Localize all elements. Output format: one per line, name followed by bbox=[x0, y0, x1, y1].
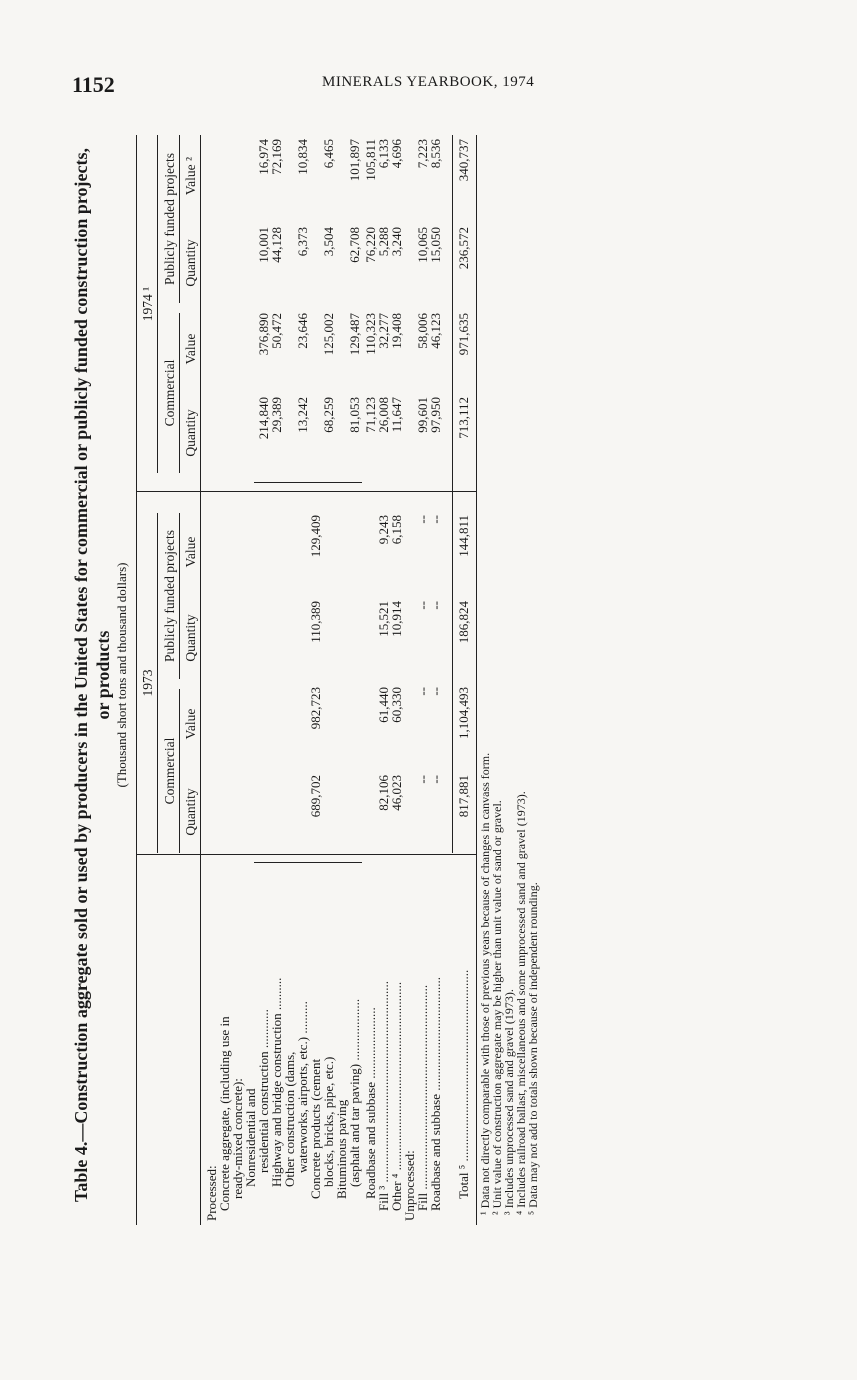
row-label-other-construction: Other construction (dams, bbox=[282, 1051, 297, 1187]
cell-1974-products-pub-qty: 3,504 bbox=[321, 227, 336, 257]
cell-1974-highway-pub-val: 72,169 bbox=[269, 139, 284, 175]
cell-1974-nonres-pub-qty: 10,001 bbox=[256, 227, 271, 263]
cell-1973-fill-com-qty: 82,106 bbox=[376, 775, 391, 811]
cell-1973-grouped-pub-qty: 110,389 bbox=[308, 601, 323, 643]
group-underline-1974-public bbox=[179, 135, 180, 303]
year-divider bbox=[137, 491, 476, 492]
cell-1973-uroad-com-val: -- bbox=[428, 687, 443, 696]
cell-1974-total-com-qty: 713,112 bbox=[456, 397, 471, 439]
cell-1974-roadbase-com-qty: 71,123 bbox=[363, 397, 378, 433]
col-group-1973-public: Publicly funded projects bbox=[162, 530, 177, 662]
cell-1973-grouped-com-val: 982,723 bbox=[308, 687, 323, 730]
cell-1974-total-pub-val: 340,737 bbox=[456, 139, 471, 182]
cell-1974-ufill-com-val: 58,006 bbox=[415, 313, 430, 349]
cell-1974-other-com-qty: 11,647 bbox=[389, 397, 404, 433]
cell-1974-fill-com-val: 32,277 bbox=[376, 313, 391, 349]
row-label-unprocessed-fill: Fill ............................................................... bbox=[415, 984, 430, 1211]
col-1974-com-value: Value bbox=[183, 333, 198, 365]
row-label-unprocessed: Unprocessed: bbox=[402, 1150, 417, 1221]
cell-1973-uroad-pub-val: -- bbox=[428, 515, 443, 524]
year-1974-header: 1974 ¹ bbox=[140, 286, 155, 322]
year-1973-header: 1973 bbox=[140, 669, 155, 697]
row-label-other: Other ⁴ .......................................................... bbox=[389, 981, 404, 1211]
row-label-total: Total ⁵ ........................................................... bbox=[456, 969, 471, 1199]
table-title-line2: or products bbox=[93, 630, 113, 720]
col-group-1974-commercial: Commercial bbox=[162, 359, 177, 427]
group-underline-1974-commercial bbox=[179, 313, 180, 473]
cell-1973-ufill-com-qty: -- bbox=[415, 775, 430, 784]
row-label-bituminous: Bituminous paving bbox=[334, 1099, 349, 1199]
cell-1974-nonres-com-val: 376,890 bbox=[256, 313, 271, 356]
col-1974-pub-value: Value ² bbox=[183, 156, 198, 196]
row-label-nonresidential: Nonresidential and bbox=[243, 1088, 258, 1187]
cell-1974-uroad-pub-val: 8,536 bbox=[428, 139, 443, 169]
cell-1973-grouped-com-qty: 689,702 bbox=[308, 775, 323, 818]
left-brace bbox=[254, 858, 362, 863]
cell-1973-other-pub-qty: 10,914 bbox=[389, 601, 404, 637]
cell-1973-uroad-com-qty: -- bbox=[428, 775, 443, 784]
col-group-1973-commercial: Commercial bbox=[162, 737, 177, 805]
year-1974-underline bbox=[157, 135, 158, 473]
cell-1973-total-com-qty: 817,881 bbox=[456, 775, 471, 818]
footnote-1: ¹ Data not directly comparable with those of previous years because of changes in canvass form. bbox=[478, 752, 492, 1215]
total-rule bbox=[452, 135, 453, 853]
cell-1974-uroad-com-qty: 97,950 bbox=[428, 397, 443, 433]
group-underline-1973-commercial bbox=[179, 689, 180, 853]
cell-1973-ufill-pub-qty: -- bbox=[415, 601, 430, 610]
cell-1973-total-pub-qty: 186,824 bbox=[456, 601, 471, 644]
cell-1974-bitum-com-val: 129,487 bbox=[347, 313, 362, 356]
cell-1974-other-com-val: 19,408 bbox=[389, 313, 404, 349]
col-1974-pub-quantity: Quantity bbox=[183, 239, 198, 287]
footnote-4: ⁴ Includes railroad ballast, miscellaneous and some unprocessed sand and gravel (1973). bbox=[514, 791, 528, 1215]
row-label-asphalt: (asphalt and tar paving) ................... bbox=[347, 998, 362, 1187]
cell-1973-ufill-com-val: -- bbox=[415, 687, 430, 696]
cell-1973-fill-com-val: 61,440 bbox=[376, 687, 391, 723]
cell-1974-roadbase-pub-qty: 76,220 bbox=[363, 227, 378, 263]
cell-1974-otherc-com-val: 23,646 bbox=[295, 313, 310, 349]
table-bottom-rule bbox=[476, 135, 477, 1225]
label-column-divider bbox=[137, 854, 476, 855]
right-brace bbox=[254, 478, 362, 483]
year-1973-underline bbox=[157, 513, 158, 853]
cell-1974-other-pub-qty: 3,240 bbox=[389, 227, 404, 257]
col-1973-com-value: Value bbox=[183, 708, 198, 740]
col-1974-com-quantity: Quantity bbox=[183, 409, 198, 457]
cell-1974-bitum-pub-qty: 62,708 bbox=[347, 227, 362, 263]
cell-1973-fill-pub-qty: 15,521 bbox=[376, 601, 391, 637]
cell-1974-fill-pub-qty: 5,288 bbox=[376, 227, 391, 257]
table-units: (Thousand short tons and thousand dollars) bbox=[114, 562, 129, 788]
row-label-fill: Fill ³ .............................................................. bbox=[376, 981, 391, 1211]
cell-1974-uroad-com-val: 46,123 bbox=[428, 313, 443, 349]
table-title bbox=[70, 125, 114, 1225]
group-underline-1973-public bbox=[179, 513, 180, 679]
page-number: 1152 bbox=[72, 72, 115, 97]
table-title-line1: Table 4.—Construction aggregate sold or used by producers in the United States for commercial or publicly funded construction projects, bbox=[71, 148, 91, 1203]
cell-1974-nonres-pub-val: 16,974 bbox=[256, 139, 271, 175]
running-head: MINERALS YEARBOOK, 1974 bbox=[322, 74, 535, 90]
cell-1973-other-pub-val: 6,158 bbox=[389, 515, 404, 545]
cell-1974-ufill-com-qty: 99,601 bbox=[415, 397, 430, 433]
cell-1974-products-pub-val: 6,465 bbox=[321, 139, 336, 169]
footnote-3: ³ Includes unprocessed sand and gravel (1973). bbox=[502, 989, 516, 1215]
cell-1974-otherc-pub-qty: 6,373 bbox=[295, 227, 310, 257]
cell-1973-other-com-qty: 46,023 bbox=[389, 775, 404, 811]
rotated-table-block bbox=[70, 125, 540, 1225]
row-label-highway: Highway and bridge construction .......... bbox=[269, 977, 284, 1187]
cell-1973-other-com-val: 60,330 bbox=[389, 687, 404, 723]
cell-1974-fill-pub-val: 6,133 bbox=[376, 139, 391, 169]
cell-1973-uroad-pub-qty: -- bbox=[428, 601, 443, 610]
cell-1974-total-com-val: 971,635 bbox=[456, 313, 471, 356]
row-label-unprocessed-roadbase: Roadbase and subbase ................................... bbox=[428, 977, 443, 1211]
footnote-2: ² Unit value of construction aggregate may be higher than unit value of sand or gravel. bbox=[490, 800, 504, 1215]
cell-1974-total-pub-qty: 236,572 bbox=[456, 227, 471, 270]
cell-1973-total-com-val: 1,104,493 bbox=[456, 687, 471, 739]
cell-1973-fill-pub-val: 9,243 bbox=[376, 515, 391, 545]
col-1973-pub-quantity: Quantity bbox=[183, 614, 198, 662]
cell-1974-highway-com-qty: 29,389 bbox=[269, 397, 284, 433]
row-label-ready-mixed: ready-mixed concrete): bbox=[230, 1078, 245, 1199]
row-label-blocks: blocks, bricks, pipe, etc.) bbox=[321, 1056, 336, 1187]
cell-1974-highway-com-val: 50,472 bbox=[269, 313, 284, 349]
col-group-1974-public: Publicly funded projects bbox=[162, 153, 177, 285]
cell-1974-otherc-pub-val: 10,834 bbox=[295, 139, 310, 175]
cell-1973-ufill-pub-val: -- bbox=[415, 515, 430, 524]
cell-1973-grouped-pub-val: 129,409 bbox=[308, 515, 323, 558]
col-1973-pub-value: Value bbox=[183, 536, 198, 568]
cell-1974-roadbase-com-val: 110,323 bbox=[363, 313, 378, 355]
top-rule bbox=[136, 135, 137, 1225]
row-label-waterworks: waterworks, airports, etc.) .......... bbox=[295, 1001, 310, 1173]
cell-1974-ufill-pub-val: 7,223 bbox=[415, 139, 430, 169]
header-bottom-rule bbox=[200, 135, 201, 1225]
row-label-concrete-products: Concrete products (cement bbox=[308, 1058, 323, 1199]
cell-1974-nonres-com-qty: 214,840 bbox=[256, 397, 271, 440]
footnote-5: ⁵ Data may not add to totals shown because of independent rounding. bbox=[526, 882, 540, 1215]
cell-1974-ufill-pub-qty: 10,065 bbox=[415, 227, 430, 263]
col-1973-com-quantity: Quantity bbox=[183, 788, 198, 836]
cell-1974-bitum-com-qty: 81,053 bbox=[347, 397, 362, 433]
cell-1974-other-pub-val: 4,696 bbox=[389, 139, 404, 169]
row-label-concrete-aggregate: Concrete aggregate, (including use in bbox=[217, 1016, 232, 1211]
cell-1974-otherc-com-qty: 13,242 bbox=[295, 397, 310, 433]
cell-1973-total-pub-val: 144,811 bbox=[456, 515, 471, 557]
row-label-roadbase: Roadbase and subbase ...................... bbox=[363, 1007, 378, 1199]
row-label-residential: residential construction ............ bbox=[256, 1009, 271, 1173]
cell-1974-uroad-pub-qty: 15,050 bbox=[428, 227, 443, 263]
cell-1974-roadbase-pub-val: 105,811 bbox=[363, 139, 378, 181]
cell-1974-fill-com-qty: 26,008 bbox=[376, 397, 391, 433]
cell-1974-highway-pub-qty: 44,128 bbox=[269, 227, 284, 263]
cell-1974-products-com-qty: 68,259 bbox=[321, 397, 336, 433]
cell-1974-bitum-pub-val: 101,897 bbox=[347, 139, 362, 182]
cell-1974-products-com-val: 125,002 bbox=[321, 313, 336, 356]
row-label-processed: Processed: bbox=[204, 1165, 219, 1221]
